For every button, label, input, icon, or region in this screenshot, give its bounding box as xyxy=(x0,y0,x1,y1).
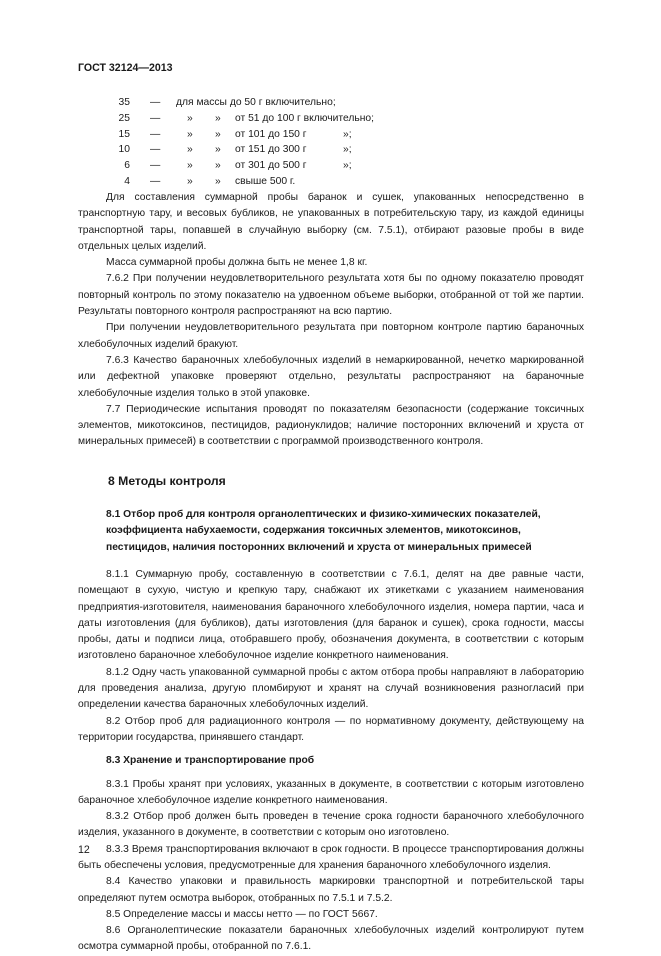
table-row xyxy=(0,95,661,111)
clause-8-1-2: 8.1.2 Одну часть упакованной суммарной пробы с актом отбора пробы направляют в лабораторию для проведения анализа, другую пломбируют и хранят на случай возникновения разногласий при определении качества бараночных хлебобулочных изделий. xyxy=(78,666,584,711)
dash: — xyxy=(150,160,161,172)
mass-range: от 101 до 150 г xyxy=(235,128,307,140)
clause-8-5: 8.5 Определение массы и массы нетто — по ГОСТ 5667. xyxy=(106,908,378,920)
ditto-mark: »; xyxy=(343,128,352,140)
ditto-mark: » xyxy=(215,144,221,156)
clause-8-3-3: 8.3.3 Время транспортирования включают в срок годности. В процессе транспортирования должны быть обеспечены условия, предусмотренные для хранения бараночного хлебобулочного изделия. xyxy=(78,843,584,871)
sample-mass-table xyxy=(0,95,661,190)
sample-count: 6 xyxy=(124,160,130,172)
ditto-mark: » xyxy=(187,144,193,156)
dash: — xyxy=(150,97,161,108)
dash: — xyxy=(150,128,161,140)
subsection-heading-8-1: 8.1 Отбор проб для контроля органолептических и физико-химических показателей, коэффициента набухаемости, содержания токсичных элементов, микотоксинов, пестицидов, наличия посторонних включений и хруста от минеральных примесей xyxy=(106,509,541,553)
sample-count: 10 xyxy=(118,144,130,156)
ditto-mark: » xyxy=(187,175,193,187)
ditto-mark: »; xyxy=(343,160,352,172)
sample-count: 4 xyxy=(124,175,130,187)
table-row xyxy=(0,111,661,127)
subsection-heading-8-3: 8.3 Хранение и транспортирование проб xyxy=(106,755,315,767)
ditto-mark: » xyxy=(215,112,221,124)
clause-7-6-2: 7.6.2 При получении неудовлетворительного результата хотя бы по одному показателю проводят повторный контроль по этому показателю на удвоенном объеме выборки, отобранной от той же партии. Результаты повторного контроля распространяют на всю партию. xyxy=(78,273,584,318)
clause-8-6: 8.6 Органолептические показатели бараночных хлебобулочных изделий контролируют путем осмотра суммарной пробы, отобранной по 7.6.1. xyxy=(78,925,584,953)
ditto-mark: » xyxy=(187,128,193,140)
table-row xyxy=(0,158,661,174)
paragraph: При получении неудовлетворительного результата при повторном контроле партию бараночных хлебобулочных изделий бракуют. xyxy=(78,322,584,350)
clause-8-4: 8.4 Качество упаковки и правильность маркировки транспортной и потребительской тары определяют путем осмотра выборок, отобранных по 7.5.1 и 7.5.2. xyxy=(78,876,584,904)
mass-range: от 151 до 300 г xyxy=(235,144,307,156)
sample-count: 35 xyxy=(118,97,130,108)
clause-8-3-2: 8.3.2 Отбор проб должен быть проведен в течение срока годности бараночного хлебобулочного изделия, указанного в документе, в соответствии с которым оно изготовлено. xyxy=(78,811,584,839)
ditto-mark: » xyxy=(187,160,193,172)
ditto-mark: » xyxy=(215,128,221,140)
clause-8-1-1: 8.1.1 Суммарную пробу, составленную в соответствии с 7.6.1, делят на две равные части, помещают в сухую, чистую и крепкую тару, снабжают их этикетками с указанием наименования предприятия-изготовителя, наименования бараночного хлебобулочного изделия, номера партии, часа и даты изготовления (для бубликов), даты изготовления (для баранок и сушек), срока годности, массы пробы, даты и подписи лица, отобравшего пробу, обозначения документа, в соответствии с которым изготовлено бараночное хлебобулочное изделие конкретного наименования. xyxy=(78,568,584,662)
mass-range: свыше 500 г. xyxy=(235,175,296,187)
page-number: 12 xyxy=(78,844,90,856)
spacer xyxy=(78,558,584,567)
ditto-mark: »; xyxy=(343,144,352,156)
table-row xyxy=(0,127,661,143)
section-title: 8 Методы контроля xyxy=(108,473,226,488)
dash: — xyxy=(150,112,161,124)
ditto-mark: » xyxy=(215,175,221,187)
paragraph: Для составления суммарной пробы баранок и сушек, упакованных непосредственно в транспортную тару, и весовых бубликов, не упакованных в потребительскую тару, из каждой единицы транспортной тары, попавшей в случайную выборку (см. 7.5.1), отбирают разовые пробы в виде отдельных целых изделий. xyxy=(78,192,584,252)
ditto-mark: » xyxy=(187,112,193,124)
clause-8-3-1: 8.3.1 Пробы хранят при условиях, указанных в документе, в соответствии с которым изготовлено бараночное хлебобулочное изделие конкретного наименования. xyxy=(78,778,584,806)
dash: — xyxy=(150,175,161,187)
sample-count: 15 xyxy=(118,128,130,140)
clause-8-2: 8.2 Отбор проб для радиационного контроля — по нормативному документу, действующему на территории государства, принявшего стандарт. xyxy=(78,715,584,743)
mass-range: от 301 до 500 г xyxy=(235,160,307,172)
document-header: ГОСТ 32124—2013 xyxy=(78,62,173,74)
document-body xyxy=(78,190,584,956)
mass-range: от 51 до 100 г включительно; xyxy=(235,112,374,124)
paragraph: Масса суммарной пробы должна быть не менее 1,8 кг. xyxy=(106,257,368,269)
table-row xyxy=(0,174,661,190)
sample-count: 25 xyxy=(118,112,130,124)
table-row xyxy=(0,142,661,158)
clause-7-7: 7.7 Периодические испытания проводят по показателям безопасности (содержание токсичных элементов, микотоксинов, пестицидов, радионуклидов; наличие посторонних включений и хруста от минеральных примесей) в соответствии с программой производственного контроля. xyxy=(78,403,584,448)
mass-range: для массы до 50 г включительно; xyxy=(176,97,336,108)
clause-7-6-3: 7.6.3 Качество бараночных хлебобулочных изделий в немаркированной, нечетко маркированной или дефектной упаковке проверяют отдельно, результаты распространяют на бараночные хлебобулочные изделия только в этой упаковке. xyxy=(78,354,584,399)
ditto-mark: » xyxy=(215,160,221,172)
dash: — xyxy=(150,144,161,156)
